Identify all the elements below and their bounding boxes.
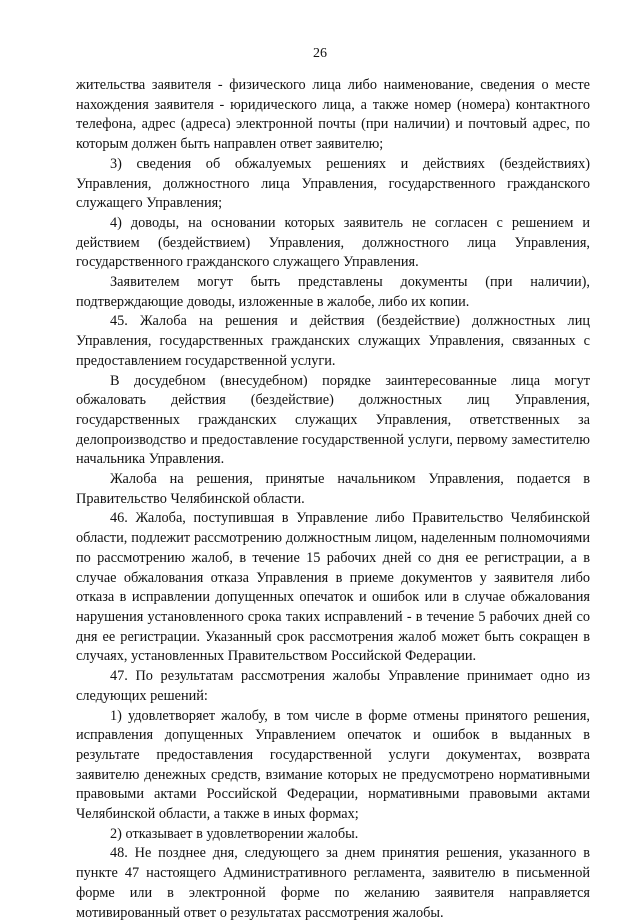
paragraph-item-4: 4) доводы, на основании которых заявитель не согласен с решением и действием (бездействием) Управления, должностного лица Управления, государственного гражданского служащего Управления. <box>76 214 590 271</box>
page-number: 26 <box>313 46 327 61</box>
paragraph-item-3: 3) сведения об обжалуемых решениях и действиях (бездействиях) Управления, должностного лица Управления, государственного гражданского служащего Управления; <box>76 155 590 212</box>
paragraph-47-item-2: 2) отказывает в удовлетворении жалобы. <box>110 825 359 842</box>
paragraph-address-continuation: жительства заявителя - физического лица либо наименование, сведения о месте нахождения заявителя - юридического лица, а также номер (номера) контактного телефона, адрес (адреса) электронной почты (при наличии) и почтовый адрес, по которым должен быть направлен ответ заявителю; <box>76 77 590 153</box>
paragraph-supporting-documents: Заявителем могут быть представлены документы (при наличии), подтверждающие доводы, изложенные в жалобе, либо их копии. <box>76 274 590 310</box>
document-body <box>76 76 590 923</box>
paragraph-47: 47. По результатам рассмотрения жалобы Управление принимает одно из следующих решений: <box>76 668 590 704</box>
paragraph-46: 46. Жалоба, поступившая в Управление либо Правительство Челябинской области, подлежит рассмотрению должностным лицом, наделенным полномочиями по рассмотрению жалоб, в течение 15 рабочих дней со дня ее регистрации, а в случае обжалования отказа Управления в приеме документов у заявителя либо отказа в исправлении допущенных опечаток и ошибок или в случае обжалования нарушения установленного срока таких исправлений - в течение 5 рабочих дней со дня ее регистрации. Указанный срок рассмотрения жалоб может быть сокращен в случаях, установленных Правительством Российской Федерации. <box>76 510 590 665</box>
paragraph-pretrial-appeal: В досудебном (внесудебном) порядке заинтересованные лица могут обжаловать действия (бездействие) должностных лиц Управления, государственных гражданских служащих Управления, ответственных за делопроизводство и предоставление государственной услуги, первому заместителю начальника Управления. <box>76 372 590 468</box>
paragraph-48: 48. Не позднее дня, следующего за днем принятия решения, указанного в пункте 47 настоящего Административного регламента, заявителю в письменной форме или в электронной форме по желанию заявителя направляется мотивированный ответ о результатах рассмотрения жалобы. <box>76 845 590 921</box>
paragraph-45: 45. Жалоба на решения и действия (бездействие) должностных лиц Управления, государственных гражданских служащих Управления, связанных с предоставлением государственной услуги. <box>76 313 590 369</box>
paragraph-head-decisions: Жалоба на решения, принятые начальником Управления, подается в Правительство Челябинской области. <box>76 471 590 507</box>
paragraph-47-item-1: 1) удовлетворяет жалобу, в том числе в форме отмены принятого решения, исправления допущенных Управлением опечаток и ошибок в выданных в результате предоставления государственной услуги документах, возврата заявителю денежных средств, взимание которых не предусмотрено нормативными правовыми актами Российской Федерации, нормативными правовыми актами Челябинской области, а также в иных формах; <box>76 707 590 823</box>
